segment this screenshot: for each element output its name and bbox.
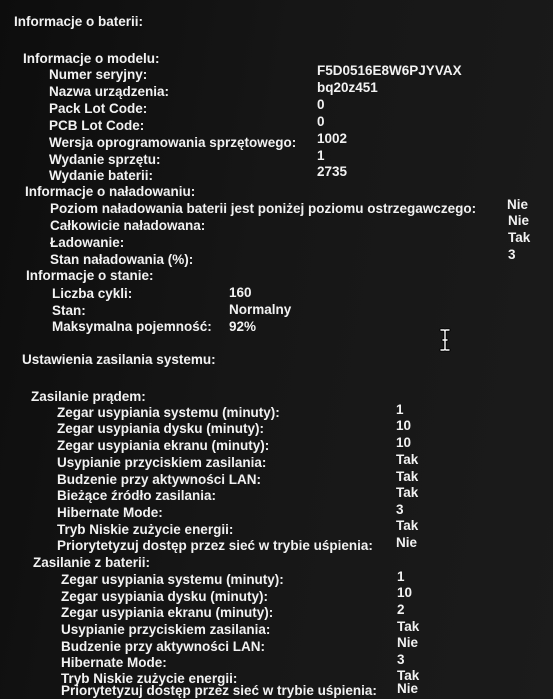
hardware-revision-label: Wydanie sprzętu: xyxy=(49,152,161,167)
ac-disk-sleep-label: Zegar usypiania dysku (minuty): xyxy=(57,421,265,436)
model-info-heading: Informacje o modelu: xyxy=(23,51,160,66)
battery-power-heading: Zasilanie z baterii: xyxy=(33,555,151,570)
batt-wake-on-lan-value: Nie xyxy=(397,635,419,650)
batt-disk-sleep-label: Zegar usypiania dysku (minuty): xyxy=(61,589,269,604)
ac-power-heading: Zasilanie prądem: xyxy=(31,389,146,404)
batt-network-priority-value: Nie xyxy=(397,681,419,696)
ac-system-sleep-value: 1 xyxy=(396,402,404,417)
firmware-version-label: Wersja oprogramowania sprzętowego: xyxy=(49,135,297,150)
serial-number-label: Numer seryjny: xyxy=(49,67,148,82)
ac-low-power-mode-value: Tak xyxy=(396,518,419,533)
ac-sleep-on-power-button-label: Usypianie przyciskiem zasilania: xyxy=(57,455,267,470)
batt-network-priority-label: Priorytetyzuj dostęp przez sieć w trybie uśpienia: xyxy=(61,683,377,698)
battery-revision-value: 2735 xyxy=(317,164,348,179)
pcb-lot-code-value: 0 xyxy=(317,114,325,129)
power-settings-title: Ustawienia zasilania systemu: xyxy=(22,352,216,367)
max-capacity-value: 92% xyxy=(229,319,257,334)
fully-charged-value: Nie xyxy=(508,213,530,228)
ac-network-priority-value: Nie xyxy=(396,535,418,550)
ac-current-power-source-value: Tak xyxy=(396,485,419,500)
batt-sleep-on-power-button-value: Tak xyxy=(397,619,420,634)
ac-display-sleep-label: Zegar usypiania ekranu (minuty): xyxy=(57,438,270,453)
ac-hibernate-mode-value: 3 xyxy=(396,502,404,517)
pcb-lot-code-label: PCB Lot Code: xyxy=(49,118,145,133)
pack-lot-code-value: 0 xyxy=(317,97,325,112)
device-name-value: bq20z451 xyxy=(317,80,378,95)
batt-hibernate-mode-value: 3 xyxy=(397,652,405,667)
batt-disk-sleep-value: 10 xyxy=(397,585,413,600)
cycle-count-label: Liczba cykli: xyxy=(52,286,133,301)
firmware-version-value: 1002 xyxy=(317,131,348,146)
hardware-revision-value: 1 xyxy=(317,148,325,163)
pack-lot-code-label: Pack Lot Code: xyxy=(49,101,148,116)
batt-hibernate-mode-label: Hibernate Mode: xyxy=(61,655,167,670)
max-capacity-label: Maksymalna pojemność: xyxy=(52,319,212,334)
charging-label: Ładowanie: xyxy=(50,235,125,250)
batt-system-sleep-value: 1 xyxy=(397,569,405,584)
batt-system-sleep-label: Zegar usypiania systemu (minuty): xyxy=(61,572,284,587)
ac-system-sleep-label: Zegar usypiania systemu (minuty): xyxy=(57,405,280,420)
state-of-charge-value: 3 xyxy=(508,247,516,262)
condition-label: Stan: xyxy=(52,303,86,318)
fully-charged-label: Całkowicie naładowana: xyxy=(50,218,206,233)
ac-wake-on-lan-label: Budzenie przy aktywności LAN: xyxy=(57,472,262,487)
ac-disk-sleep-value: 10 xyxy=(396,418,412,433)
charge-info-heading: Informacje o naładowaniu: xyxy=(25,184,196,199)
battery-info-title: Informacje o baterii: xyxy=(14,14,144,29)
charging-value: Tak xyxy=(508,230,531,245)
ac-sleep-on-power-button-value: Tak xyxy=(396,452,419,467)
ac-wake-on-lan-value: Tak xyxy=(396,469,419,484)
serial-number-value: F5D0516E8W6PJYVAX xyxy=(317,63,462,78)
text-ibeam-cursor-icon xyxy=(438,328,452,352)
batt-low-power-mode-value: Tak xyxy=(397,668,420,683)
ac-display-sleep-value: 10 xyxy=(396,435,412,450)
batt-wake-on-lan-label: Budzenie przy aktywności LAN: xyxy=(61,639,266,654)
ac-current-power-source-label: Bieżące źródło zasilania: xyxy=(57,488,217,503)
batt-low-power-mode-label: Tryb Niskie zużycie energii: xyxy=(61,671,238,686)
condition-value: Normalny xyxy=(229,302,292,317)
batt-display-sleep-label: Zegar usypiania ekranu (minuty): xyxy=(61,605,274,620)
health-info-heading: Informacje o stanie: xyxy=(26,268,154,283)
batt-sleep-on-power-button-label: Usypianie przyciskiem zasilania: xyxy=(61,622,271,637)
cycle-count-value: 160 xyxy=(229,285,252,300)
device-name-label: Nazwa urządzenia: xyxy=(49,84,170,99)
state-of-charge-label: Stan naładowania (%): xyxy=(50,252,194,267)
battery-revision-label: Wydanie baterii: xyxy=(49,168,154,183)
below-warning-level-label: Poziom naładowania baterii jest poniżej poziomu ostrzegawczego: xyxy=(50,201,477,216)
batt-display-sleep-value: 2 xyxy=(397,602,405,617)
below-warning-level-value: Nie xyxy=(507,197,529,212)
ac-hibernate-mode-label: Hibernate Mode: xyxy=(57,505,163,520)
ac-low-power-mode-label: Tryb Niskie zużycie energii: xyxy=(57,522,234,537)
ac-network-priority-label: Priorytetyzuj dostęp przez sieć w trybie uśpienia: xyxy=(57,538,373,553)
